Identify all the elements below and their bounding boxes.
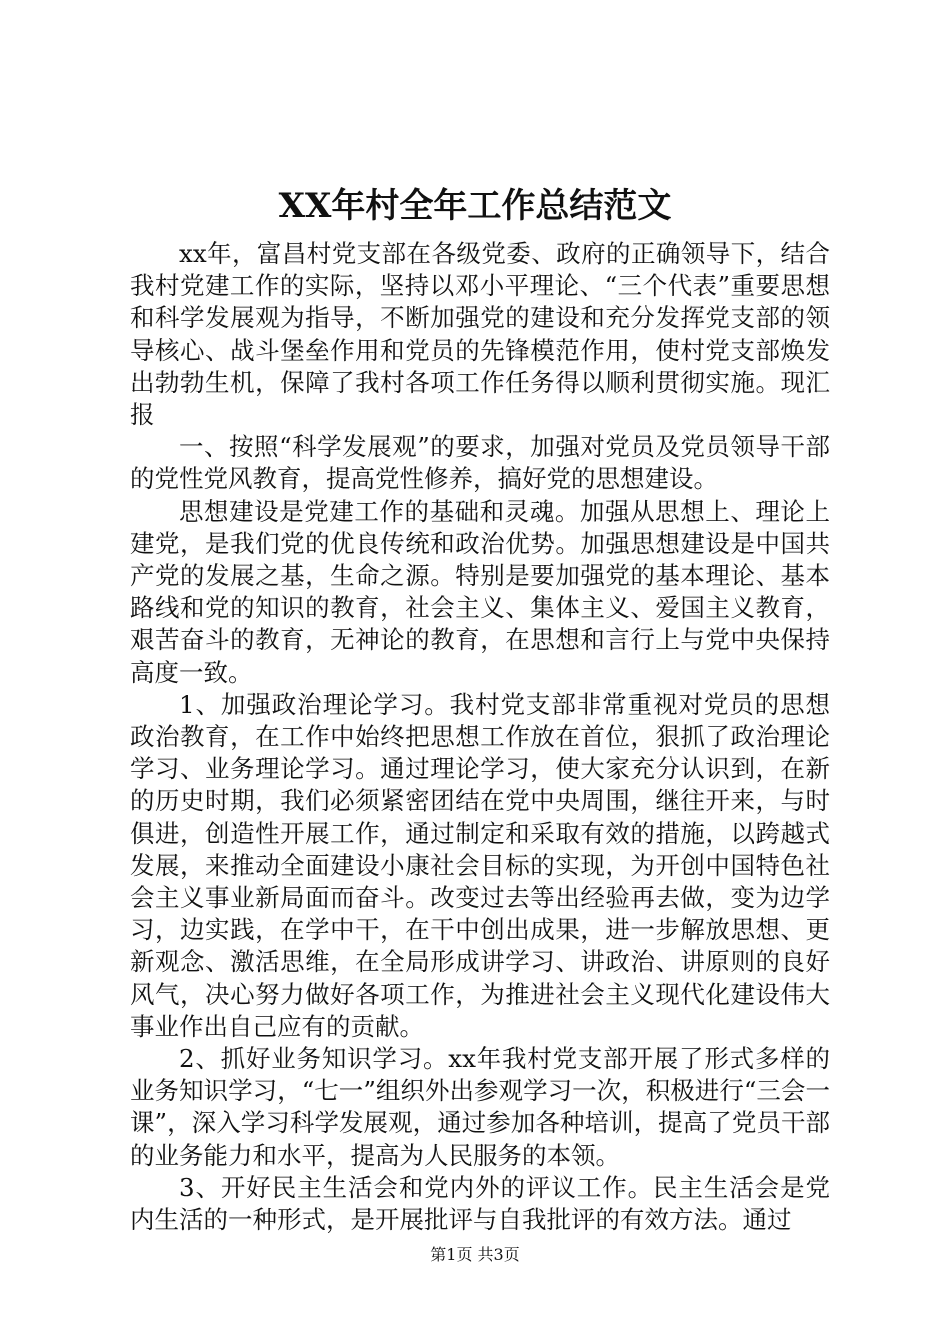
document-title: XX年村全年工作总结范文 <box>278 186 672 226</box>
document-body <box>130 238 830 1236</box>
paragraph: 3、开好民主生活会和党内外的评议工作。民主生活会是党内生活的一种形式，是开展批评与自我批评的有效方法。通过 <box>130 1172 830 1235</box>
paragraph: 2、抓好业务知识学习。xx年我村党支部开展了形式多样的业务知识学习，“七一”组织外出参观学习一次，积极进行“三会一课”，深入学习科学发展观，通过参加各种培训，提高了党员干部的业务能力和水平，提高为人民服务的本领。 <box>130 1044 830 1170</box>
paragraph: 1、加强政治理论学习。我村党支部非常重视对党员的思想政治教育，在工作中始终把思想工作放在首位，狠抓了政治理论学习、业务理论学习。通过理论学习，使大家充分认识到，在新的历史时期，我们必须紧密团结在党中央周围，继往开来，与时俱进，创造性开展工作，通过制定和采取有效的措施，以跨越式发展，来推动全面建设小康社会目标的实现，为开创中国特色社会主义事业新局面而奋斗。改变过去等出经验再去做，变为边学习，边实践，在学中干，在干中创出成果，进一步解放思想、更新观念、激活思维，在全局形成讲学习、讲政治、讲原则的良好风气，决心努力做好各项工作，为推进社会主义现代化建设伟大事业作出自己应有的贡献。 <box>130 689 830 1041</box>
paragraph: xx年，富昌村党支部在各级党委、政府的正确领导下，结合我村党建工作的实际，坚持以邓小平理论、“三个代表”重要思想和科学发展观为指导，不断加强党的建设和充分发挥党支部的领导核心、战斗堡垒作用和党员的先锋模范作用，使村党支部焕发出勃勃生机，保障了我村各项工作任务得以顺利贯彻实施。现汇报 <box>130 239 830 430</box>
page-indicator: 第1页 共3页 <box>430 1245 520 1264</box>
paragraph: 一、按照“科学发展观”的要求，加强对党员及党员领导干部的党性党风教育，提高党性修养，搞好党的思想建设。 <box>130 432 830 494</box>
paragraph: 思想建设是党建工作的基础和灵魂。加强从思想上、理论上建党，是我们党的优良传统和政治优势。加强思想建设是中国共产党的发展之基，生命之源。特别是要加强党的基本理论、基本路线和党的知识的教育，社会主义、集体主义、爱国主义教育，艰苦奋斗的教育，无神论的教育，在思想和言行上与党中央保持高度一致。 <box>130 496 830 687</box>
